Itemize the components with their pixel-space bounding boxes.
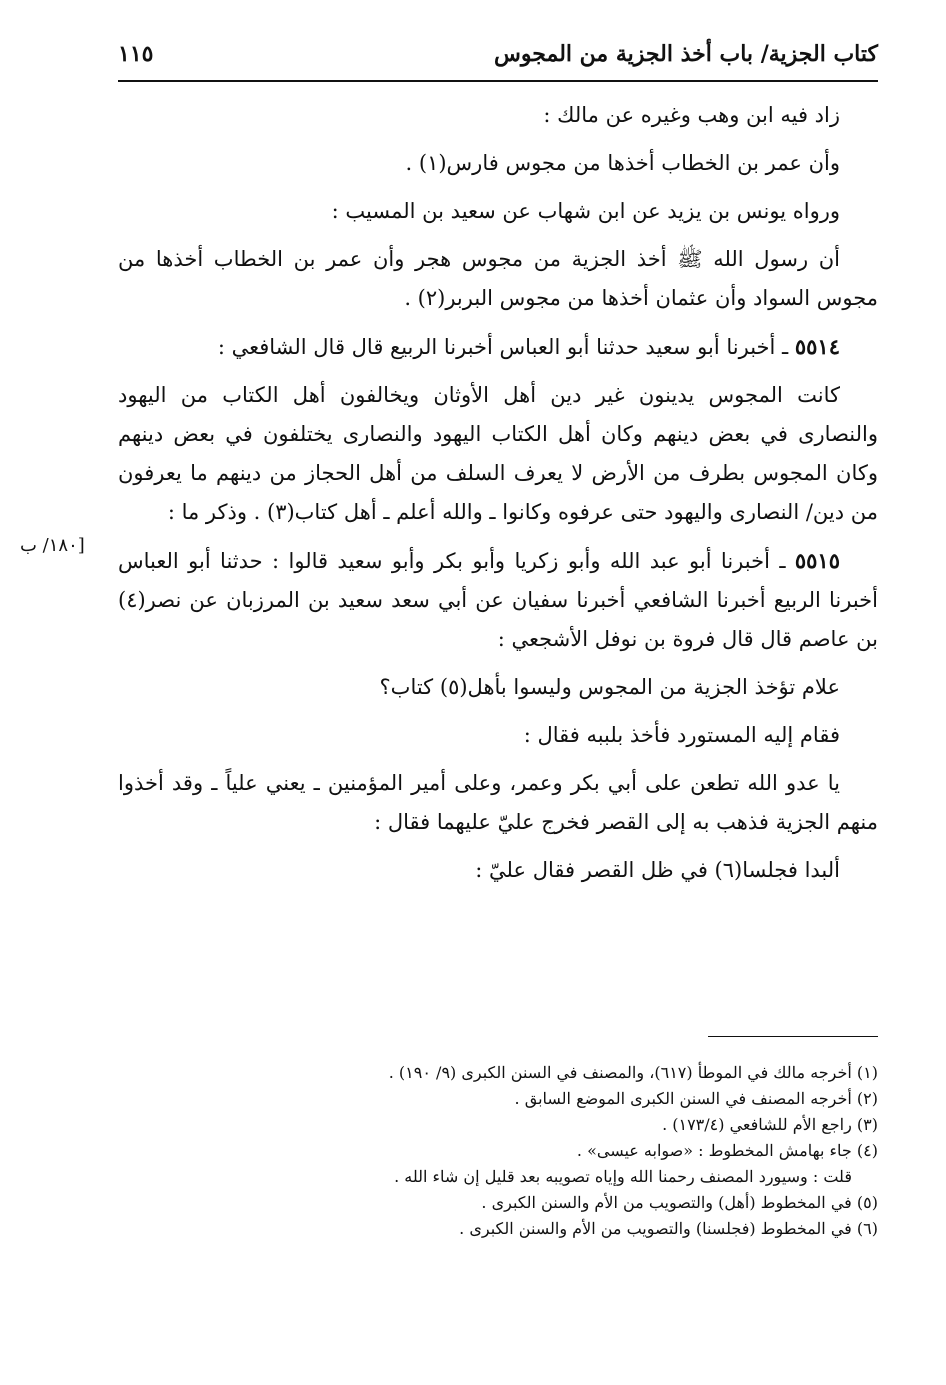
page-number: ١١٥ xyxy=(118,41,154,67)
hadith-paragraph xyxy=(118,327,878,367)
main-text xyxy=(118,96,878,899)
hadith-number: ٥٥١٥ xyxy=(794,548,840,573)
footnote: (٤) جاء بهامش المخطوط : «صوابه عيسى» . xyxy=(576,1141,878,1160)
manuscript-folio-marker: [١٨٠/ ب xyxy=(20,535,85,556)
running-header xyxy=(118,28,878,82)
footnote: (٦) في المخطوط (فجلسنا) والتصويب من الأم والسنن الكبرى . xyxy=(459,1219,878,1238)
footnote: (٢) أخرجه المصنف في السنن الكبرى الموضع السابق . xyxy=(514,1089,878,1108)
header-title: كتاب الجزية/ باب أخذ الجزية من المجوس xyxy=(494,41,878,67)
footnote: (٣) راجع الأم للشافعي (١٧٣/٤) . xyxy=(662,1115,878,1134)
hadith-paragraph xyxy=(118,541,878,659)
footnote-continuation: قلت : وسيورد المصنف رحمنا الله وإياه تصويبه بعد قليل إن شاء الله . xyxy=(394,1167,852,1186)
paragraph: كانت المجوس يدينون غير دين أهل الأوثان ويخالفون أهل الكتاب من اليهود والنصارى في بعض دينهم وكان أهل الكتاب اليهود والنصارى يختلفون في بعض دينهم وكان المجوس بطرف من الأرض لا يعرف السلف من أهل الحجاز من دينهم ما يعرفون من دين/ النصارى واليهود حتى عرفوه وكانوا ـ والله أعلم ـ أهل كتاب(٣) . وذكر ما : xyxy=(118,383,878,524)
hadith-text: ـ أخبرنا أبو عبد الله وأبو زكريا وأبو بكر وأبو سعيد قالوا : حدثنا أبو العباس أخبرنا الربيع أخبرنا الشافعي أخبرنا سفيان عن أبي سعد سعيد بن المرزبان عن نصر(٤) بن عاصم قال قال فروة بن نوفل الأشجعي : xyxy=(118,549,878,651)
footnote: (١) أخرجه مالك في الموطأ (٦١٧)، والمصنف في السنن الكبرى (٩/ ١٩٠) . xyxy=(388,1063,878,1082)
paragraph: يا عدو الله تطعن على أبي بكر وعمر، وعلى أمير المؤمنين ـ يعني علياً ـ وقد أخذوا منهم الجزية فذهب به إلى القصر فخرج عليّ عليهما فقال : xyxy=(118,771,878,834)
footnote: (٥) في المخطوط (أهل) والتصويب من الأم والسنن الكبرى . xyxy=(481,1193,878,1212)
paragraph: زاد فيه ابن وهب وغيره عن مالك : xyxy=(543,103,840,127)
paragraph: وأن عمر بن الخطاب أخذها من مجوس فارس(١) . xyxy=(405,151,840,175)
paragraph: ورواه يونس بن يزيد عن ابن شهاب عن سعيد بن المسيب : xyxy=(331,199,840,223)
paragraph: أن رسول الله ﷺ أخذ الجزية من مجوس هجر وأن عمر بن الخطاب أخذها من مجوس السواد وأن عثمان أخذها من مجوس البربر(٢) . xyxy=(118,247,878,310)
hadith-number: ٥٥١٤ xyxy=(794,334,840,359)
paragraph: علام تؤخذ الجزية من المجوس وليسوا بأهل(٥) كتاب؟ xyxy=(379,675,840,699)
hadith-text: ـ أخبرنا أبو سعيد حدثنا أبو العباس أخبرنا الربيع قال قال الشافعي : xyxy=(217,335,795,359)
paragraph: فقام إليه المستورد فأخذ بلببه فقال : xyxy=(523,723,840,747)
footnotes xyxy=(118,1060,878,1242)
paragraph: ألبدا فجلسا(٦) في ظل القصر فقال عليّ : xyxy=(475,858,840,882)
footnote-separator xyxy=(708,1036,878,1037)
